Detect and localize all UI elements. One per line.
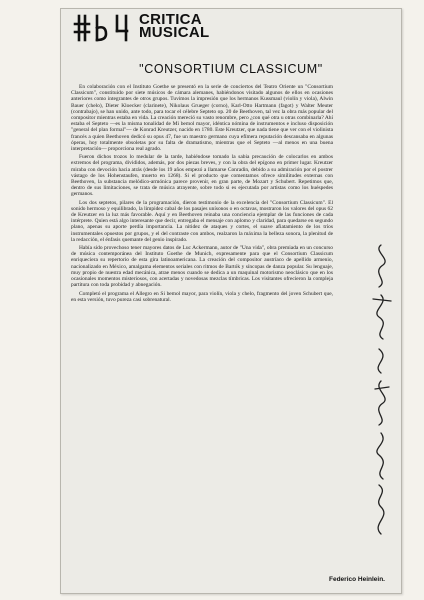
article-headline: "CONSORTIUM CLASSICUM" bbox=[139, 62, 323, 76]
section-title-line1: CRITICA bbox=[139, 11, 202, 28]
article-body bbox=[71, 84, 333, 305]
column-header bbox=[61, 9, 401, 47]
newspaper-clipping bbox=[60, 8, 402, 594]
article-paragraph: Los dos septetos, pilares de la programación, dieron testimonio de la excelencia del "Consortium Classicum". El sonido hermoso y equilibrado, la limpidez cabal de los pasajes unísonos o en octavas, mostraron los valores del opus 62 de Kreutzer en la luz más favorable. Aquí y en Beethoven reinaba una conciencia ejemplar de las funciones de cada intérprete. Quien está algo interesante que decir, entregaba el mensaje con aplomo y claridad, para quedarse en segundo plano, apenas su aporte perdía importancia. La nitidez de ataques y cortes, el suave afiatamiento de los tríos instrumentales opuestos por grupos, y el del contraste con ambos, realzaron la máxima la belleza sonora, la plenitud de la redacción, el énfasis quemante del genio inspirado. bbox=[71, 199, 333, 243]
article-paragraph: Completó el programa el Allegro en Si bemol mayor, para violín, viola y chelo, fragmento del joven Schubert que, en esta versión, tuvo pureza casi sobrenatural. bbox=[71, 290, 333, 303]
section-title bbox=[139, 13, 209, 39]
section-title-line2: MUSICAL bbox=[139, 24, 210, 41]
column-logo-icon bbox=[73, 13, 135, 43]
author-signature: Federico Heinlein. bbox=[329, 576, 385, 583]
article-paragraph: En colaboración con el Instituto Goethe se presentó en la serie de conciertos del Teatro Oriente un "Consortium Classicum", constituido por siete músicos de cámara alemanes, habiéndonos visitado algunos de ellos en ocasiones anteriores como integrantes de otros grupos. Tuvimos la impresión que los hermanos Kussmaul (violín y viola), Alwin Bauer (chelo), Dieter Kloecker (clarinete), Nikolaus Grueger (corno), Karl-Otto Hartmann (fagot) y Walter Meuter (contrabajo), se han unido, ante todo, para tocar el célebre Septeto op. 20 de Beethoven, tal vez la obra más popular del compositor mientras estaba en vida. La creación mereció su vasto renombre, pero ¿con qué otra u otras combinarla? Ahí estaba el Septeto —es la misma tonalidad de Mi bemol mayor, idéntica nómina de instrumentos e incluso disposición "general del plan formal"— de Konrad Kreutzer, nacido en 1780. Este Kreutzer, que nada tiene que ver con el violinista francés a quien Beethoven dedicó su opus 47, fue un maestro germano cuya efímera reputación descansaba en algunas óperas, hoy totalmente obsoletas por su falta de dramatismo, mientras que el Septeto —al menos en una buena interpretación— proporciona real agrado. bbox=[71, 84, 333, 153]
article-paragraph: Había sido provechoso tener mayores datos de Luc Ackermann, autor de "Una vida", obra premiada en un concurso de música contemporánea del Instituto Goethe de Munich, expresamente para que el Consortium Classicum enriqueciera su repertorio de esta gira latinoamericana. La creación del compositor austríaco de apellido armenio, nacionalizado en México, amalgama elementos seriales con ritmos de Bartók y síncopas de danza popular. Su lenguaje, muy propio de nuestra edad mecánica, atrae menos cuando se dedica a un maquinal motorismo neoclásico que en los ocasionales momentos misteriosos, con acertadas y novedosas mezclas tímbricas. Los visitantes ofrecieron la compleja partitura con toda probidad y abnegación. bbox=[71, 245, 333, 289]
article-paragraph: Fueron dichos trozos lo medular de la tarde, habiéndose tomado la sabia precaución de colocarlos en ambos extremos del programa, divididos, además, por dos piezas breves, y con la obra del epígono en primer lugar. Kreutzer miraba con devoción hacia atrás (desde los 19 años empezó a llamarse Conradin, debido a su admiración por el postrer vástago de los Hohenstaufen, muerto en 1268). Si el producto que comentamos ofrece similitudes externas con Beethoven, la substancia melódico-armónica parece provenir, en gran parte, de Mozart y Schubert. Repetimos que, dentro de sus limitaciones, se trata de música atrayente, sobre todo si es ejecutada por artistas como los huéspedes germanos. bbox=[71, 154, 333, 198]
handwritten-annotation bbox=[361, 239, 401, 539]
